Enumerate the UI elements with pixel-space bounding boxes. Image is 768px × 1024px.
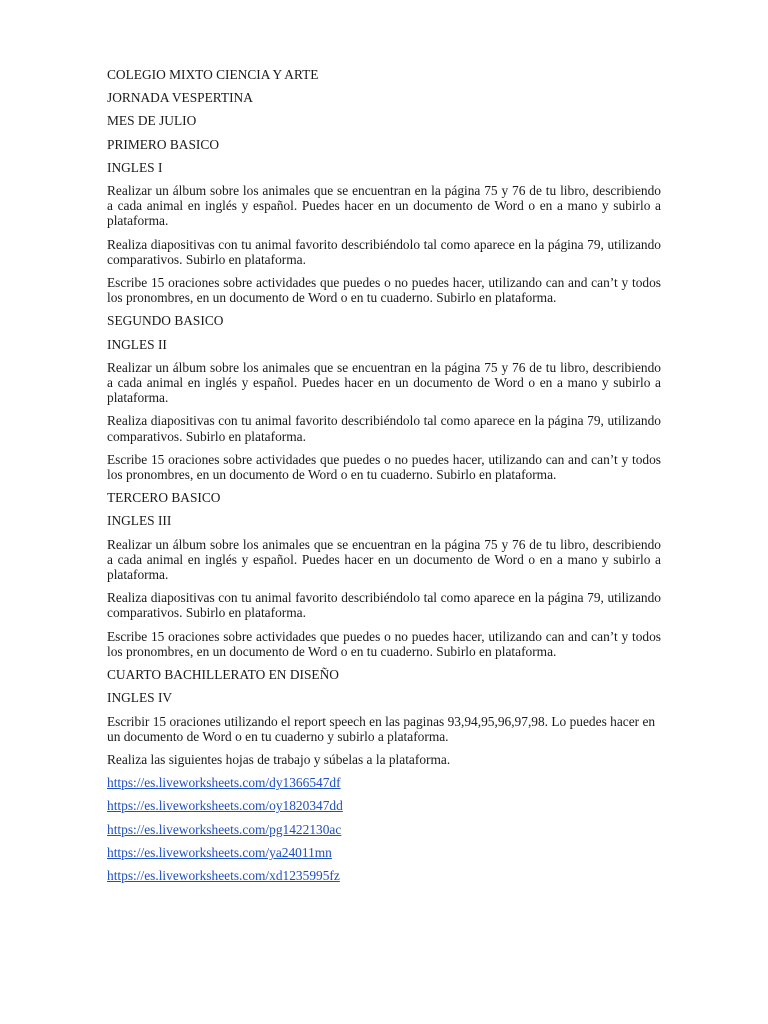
course-heading: INGLES II (107, 336, 167, 352)
worksheet-link-1[interactable]: https://es.liveworksheets.com/dy1366547df (107, 775, 341, 791)
assignment-paragraph: Escribe 15 oraciones sobre actividades que puedes o no puedes hacer, utilizando can and can’t y todos los pronombres, en un documento de Word o en tu cuaderno. Subirlo en plataforma. (107, 451, 661, 483)
assignment-paragraph: Realizar un álbum sobre los animales que se encuentran en la página 75 y 76 de tu libro, describiendo a cada animal en inglés y español. Puedes hacer en un documento de Word o en a mano y subirlo a plataforma. (107, 536, 661, 583)
assignment-paragraph: Escribir 15 oraciones utilizando el report speech en las paginas 93,94,95,96,97,98. Lo puedes hacer en un documento de Word o en tu cuaderno y subirlo a plataforma. (107, 713, 656, 744)
month-label: MES DE JULIO (107, 113, 197, 129)
school-name: COLEGIO MIXTO CIENCIA Y ARTE (107, 67, 319, 82)
worksheet-link-4[interactable]: https://es.liveworksheets.com/ya24011mn (107, 844, 332, 860)
worksheet-link-2[interactable]: https://es.liveworksheets.com/oy1820347dd (107, 798, 343, 814)
assignment-paragraph: Realizar un álbum sobre los animales que se encuentran en la página 75 y 76 de tu libro, describiendo a cada animal en inglés y español. Puedes hacer en un documento de Word o en a mano y subirlo a plataforma. (107, 359, 661, 406)
grade-heading: TERCERO BASICO (107, 490, 221, 506)
course-heading: INGLES I (107, 159, 163, 175)
assignment-paragraph: Realiza diapositivas con tu animal favorito describiéndolo tal como aparece en la página 79, utilizando comparativos. Subirlo en plataforma. (107, 236, 661, 267)
grade-heading: CUARTO BACHILLERATO EN DISEÑO (107, 667, 339, 683)
assignment-paragraph: Escribe 15 oraciones sobre actividades que puedes o no puedes hacer, utilizando can and can’t y todos los pronombres, en un documento de Word o en tu cuaderno. Subirlo en plataforma. (107, 628, 661, 659)
assignment-paragraph: Realiza las siguientes hojas de trabajo y súbelas a la plataforma. (107, 751, 451, 767)
assignment-paragraph: Realiza diapositivas con tu animal favorito describiéndolo tal como aparece en la página 79, utilizando comparativos. Subirlo en plataforma. (107, 413, 661, 444)
worksheet-link-3[interactable]: https://es.liveworksheets.com/pg1422130ac (107, 821, 342, 837)
assignment-paragraph: Escribe 15 oraciones sobre actividades que puedes o no puedes hacer, utilizando can and can’t y todos los pronombres, en un documento de Word o en tu cuaderno. Subirlo en plataforma. (107, 275, 661, 306)
course-heading: INGLES III (107, 513, 172, 529)
grade-heading: SEGUNDO BASICO (107, 313, 224, 329)
worksheet-link-5[interactable]: https://es.liveworksheets.com/xd1235995fz (107, 867, 340, 883)
course-heading: INGLES IV (107, 690, 173, 706)
document-page (107, 67, 661, 891)
shift-label: JORNADA VESPERTINA (107, 90, 253, 106)
assignment-paragraph: Realizar un álbum sobre los animales que se encuentran en la página 75 y 76 de tu libro, describiendo a cada animal en inglés y español. Puedes hacer en un documento de Word o en a mano y subirlo a plataforma. (107, 183, 661, 229)
assignment-paragraph: Realiza diapositivas con tu animal favorito describiéndolo tal como aparece en la página 79, utilizando comparativos. Subirlo en plataforma. (107, 590, 661, 621)
grade-heading: PRIMERO BASICO (107, 136, 219, 152)
